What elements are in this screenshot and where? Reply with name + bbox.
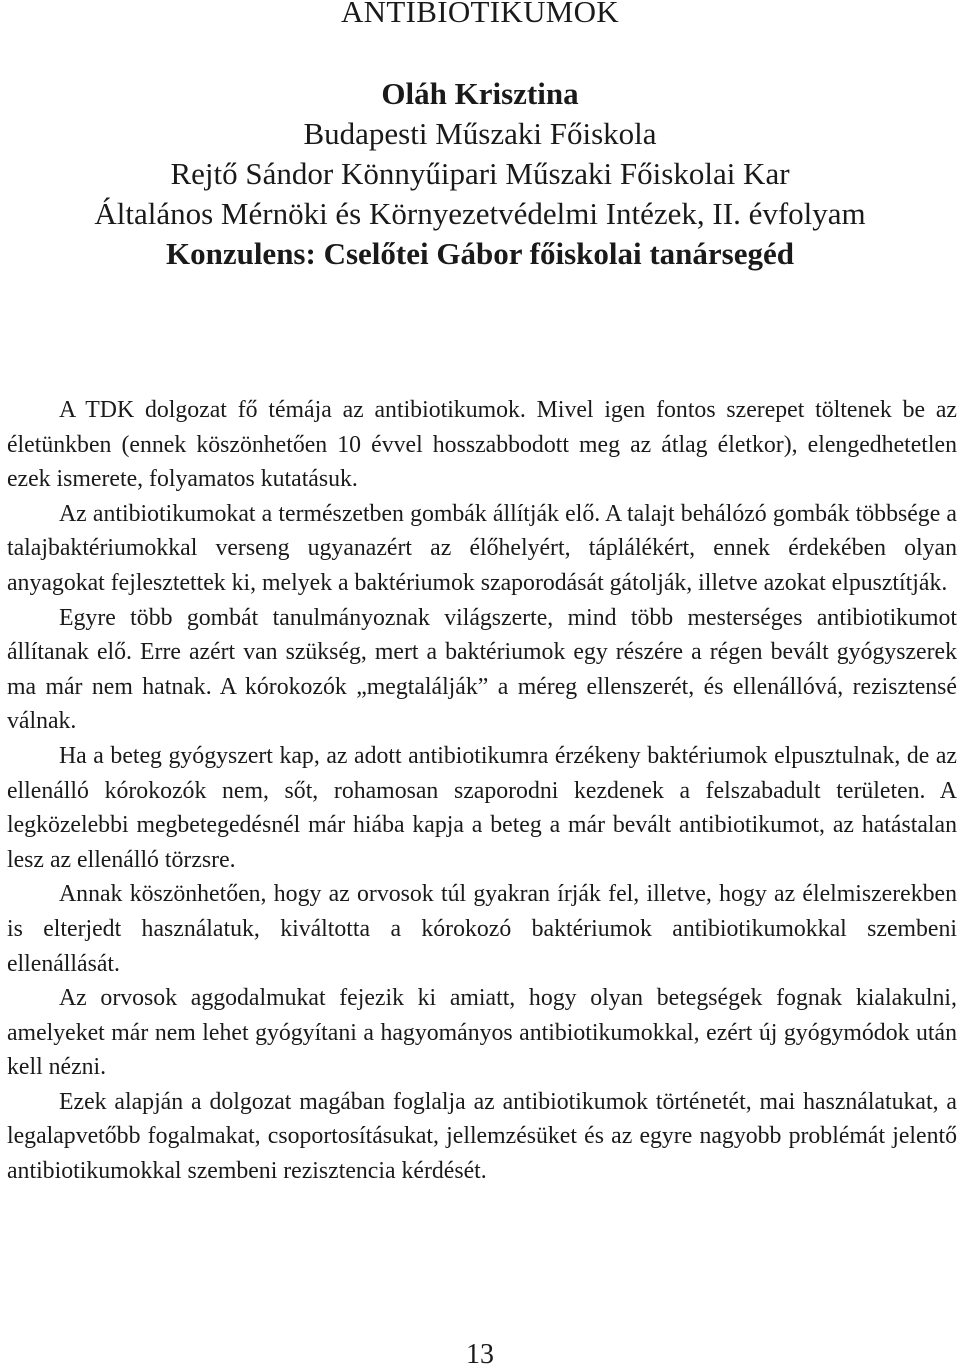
paragraph: Egyre több gombát tanulmányoznak világszerte, mind több mesterséges antibiotikumot állítanak elő. Erre azért van szükség, mert a baktériumok egy részére a régen bevált gyógyszerek ma már nem hatnak. A kórokozók „megtalálják” a méreg ellenszerét, és ellenállóvá, rezisztensé válnak. (7, 604, 957, 735)
affiliation-line: Budapesti Műszaki Főiskola (303, 116, 657, 151)
document-title: ANTIBIOTIKUMOK (341, 0, 619, 29)
paragraph: A TDK dolgozat fő témája az antibiotikumok. Mivel igen fontos szerepet töltenek be az életünkben (ennek köszönhetően 10 évvel hosszabbodott meg az átlag életkor), elengedhetetlen ezek ismerete, folyamatos kutatásuk. (7, 397, 957, 493)
page-number: 13 (466, 1339, 494, 1370)
paragraph: Ha a beteg gyógyszert kap, az adott antibiotikumra érzékeny baktériumok elpusztulnak, de az ellenálló kórokozók nem, sőt, rohamosan szaporodni kezdenek a felszabadult területen. A legközelebbi megbetegedésnél már hiába kapja a beteg a már bevált antibiotikumot, az hatástalan lesz az ellenálló törzsre. (7, 742, 957, 873)
paragraph: Az orvosok aggodalmukat fejezik ki amiatt, hogy olyan betegségek fognak kialakulni, amelyeket már nem lehet gyógyítani a hagyományos antibiotikumokkal, ezért új gyógymódok után kell nézni. (7, 985, 957, 1081)
consultant-line: Konzulens: Cselőtei Gábor főiskolai tanársegéd (165, 236, 795, 271)
affiliation-line: Rejtő Sándor Könnyűipari Műszaki Főiskolai Kar (170, 156, 790, 191)
title-block (0, 74, 960, 274)
paragraph: Annak köszönhetően, hogy az orvosok túl gyakran írják fel, illetve, hogy az élelmiszerekben is elterjedt használatuk, kiváltotta a kórokozó baktériumok antibiotikumokkal szembeni ellenállását. (7, 881, 957, 977)
abstract-body (7, 393, 957, 1189)
paragraph: Ezek alapján a dolgozat magában foglalja az antibiotikumok történetét, mai használatukat, a legalapvetőbb fogalmakat, csoportosításukat, jellemzésüket és az egyre nagyobb problémát jelentő antibiotikumokkal szembeni rezisztencia kérdését. (7, 1088, 957, 1185)
paragraph: Az antibiotikumokat a természetben gombák állítják elő. A talajt behálózó gombák többsége a talajbaktériumokkal verseng ugyanazért az élőhelyért, táplálékért, ennek érdekében olyan anyagokat fejlesztettek ki, melyek a baktériumok szaporodását gátolják, illetve azokat elpusztítják. (7, 500, 957, 596)
author-name: Oláh Krisztina (381, 76, 579, 111)
affiliation-line: Általános Mérnöki és Környezetvédelmi Intézek, II. évfolyam (94, 196, 866, 231)
